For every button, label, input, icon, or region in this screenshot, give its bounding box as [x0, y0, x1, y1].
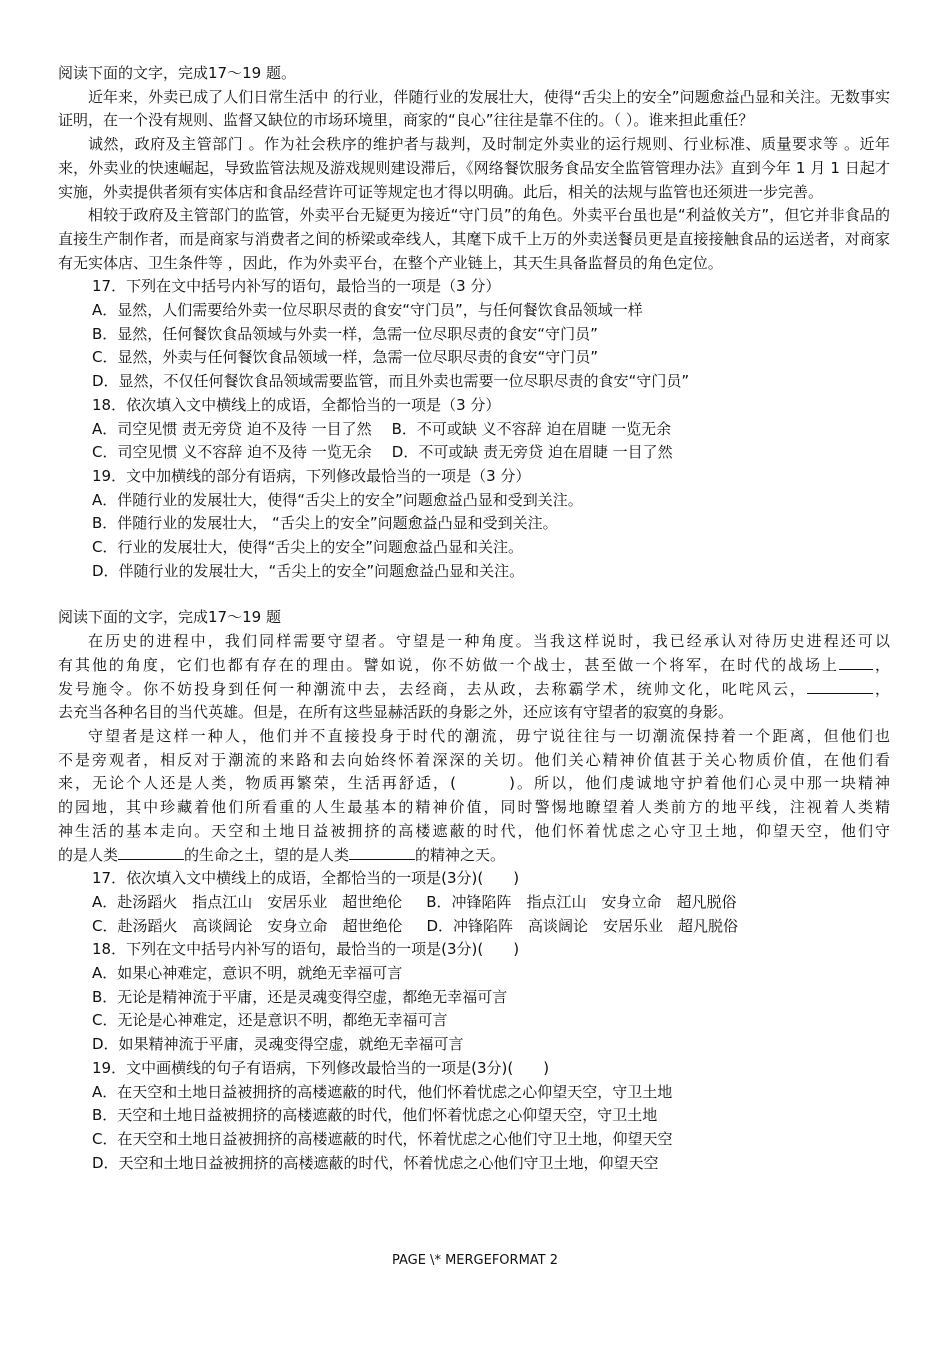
s2-q17-option-b: B．冲锋陷阵 指点江山 安身立命 超凡脱俗	[426, 892, 737, 911]
s2-p1-line-2-punct: ，	[873, 655, 890, 674]
s1-q18-option-a: A．司空见惯 责无旁贷 迫不及待 一目了然	[92, 419, 372, 438]
section1-paragraph-1: 近年来，外卖已成了人们日常生活中 的行业，伴随行业的发展壮大，使得“舌尖上的安全”问题愈益凸显和关注。无数事实证明，在一个没有规则、监督又缺位的市场环境里，商家的“良心”往往是靠不住的。（ ）。谁来担此重任？	[58, 87, 890, 130]
s2-q19-option-c: C．在天空和土地日益被拥挤的高楼遮蔽的时代，怀着忧虑之心他们守卫土地，仰望天空	[92, 1129, 673, 1148]
section1-heading: 阅读下面的文字，完成17～19 题。	[58, 64, 296, 82]
s2-q17-options-row-1	[58, 891, 890, 915]
s2-p2-line-2: 不是旁观者，相反对于潮流的来路和去向始终怀着深深的关切。他们关心精神价值甚于关心物质价值，在他们看	[58, 750, 890, 769]
s2-q18-option-d: D．如果精神流于平庸，灵魂变得空虚，就绝无幸福可言	[92, 1035, 464, 1054]
s1-q17-option-a: A．显然，人们需要给外卖一位尽职尽责的食安“守门员”，与任何餐饮食品领域一样	[92, 301, 643, 320]
s2-p2-line-3: 来，无论个人还是人类，物质再繁荣，生活再舒适，( )。所以，他们虔诚地守护着他们心灵中那一块精神	[58, 774, 890, 793]
s2-p2-line-6-text-c: 的精神之天。	[415, 845, 506, 864]
s1-question-19: 19．文中加横线的部分有语病，下列修改最恰当的一项是（3 分）	[92, 466, 531, 485]
s1-q18-options-row-1	[58, 418, 890, 442]
s2-p1-line-3-punct: ，	[872, 679, 890, 698]
s2-p1-line-2	[58, 654, 890, 678]
fill-blank	[118, 845, 184, 860]
s2-p2-line-4: 的园地，其中珍藏着他们所看重的人生最基本的精神价值，同时警惕地瞭望着人类前方的地平线，注视着人类精	[58, 798, 890, 817]
s2-p2-line-5	[58, 820, 890, 844]
s2-question-17: 17．依次填入文中横线上的成语，全都恰当的一项是(3分)( )	[92, 869, 520, 888]
s2-question-18: 18．下列在文中括号内补写的语句，最恰当的一项是(3分)( )	[92, 940, 520, 959]
s2-q18-option-b: B．无论是精神流于平庸，还是灵魂变得空虚，都绝无幸福可言	[92, 987, 508, 1006]
s2-q19-option-b: B．天空和土地日益被拥挤的高楼遮蔽的时代，他们怀着忧虑之心仰望天空，守卫土地	[92, 1106, 658, 1125]
s1-question-17: 17．下列在文中括号内补写的语句，最恰当的一项是（3 分）	[92, 277, 501, 296]
section1-paragraph-2: 诚然，政府及主管部门 。作为社会秩序的维护者与裁判，及时制定外卖业的运行规则、行业标准、质量要求等 。近年来，外卖业的快速崛起，导致监管法规及游戏规则建设滞后，《网络餐饮服务食品安全监管管理办法》直到今年 1 月 1 日起才实施，外卖提供者须有实体店和食品经营许可证等规定也才得以明确。此后，相关的法规与监管也还须进一步完善。	[58, 135, 890, 201]
s2-p1-line-3-text: 发号施令。你不妨投身到任何一种潮流中去，去经商，去从政，去称霸学术，统帅文化，叱咤风云，	[58, 679, 807, 698]
s1-q19-option-b: B．伴随行业的发展壮大， “舌尖上的安全”问题愈益凸显和受到关注。	[92, 514, 558, 533]
s2-q17-option-d: D．冲锋陷阵 高谈阔论 安居乐业 超凡脱俗	[426, 916, 739, 935]
s2-q19-option-d: D．天空和土地日益被拥挤的高楼遮蔽的时代，怀着忧虑之心他们守卫土地，仰望天空	[92, 1153, 659, 1172]
underlined-sentence: 天空和土地日益被拥挤的高楼遮蔽的时代，他们怀着忧虑之心守卫土地，仰望天空，他们守	[211, 821, 890, 840]
s1-q19-option-c: C．行业的发展壮大，使得“舌尖上的安全”问题愈益凸显和关注。	[92, 538, 524, 557]
section2-heading: 阅读下面的文字，完成17～19 题	[58, 608, 281, 627]
s2-q19-option-a: A．在天空和土地日益被拥挤的高楼遮蔽的时代，他们怀着忧虑之心仰望天空，守卫土地	[92, 1082, 673, 1101]
s2-p1-line-4: 去充当各种名目的当代英雄。但是，在所有这些显赫活跃的身影之外，还应该有守望者的寂寞的身影。	[58, 703, 734, 722]
fill-blank	[839, 655, 873, 670]
s1-q18-options-row-2	[58, 441, 890, 465]
document-page	[58, 62, 890, 1175]
s2-q18-option-a: A．如果心神难定，意识不明，就绝无幸福可言	[92, 964, 403, 983]
s2-p2-line-6-text-a: 的是人类	[58, 845, 119, 864]
s2-p1-line-1: 在历史的进程中，我们同样需要守望者。守望是一种角度。当我这样说时，我已经承认对待历史进程还可以	[88, 632, 890, 651]
s2-q18-option-c: C．无论是心神难定，还是意识不明，都绝无幸福可言	[92, 1011, 448, 1030]
section1-paragraph-3: 相较于政府及主管部门的监管，外卖平台无疑更为接近“守门员”的角色。外卖平台虽也是“利益攸关方”，但它并非食品的直接生产制作者，而是商家与消费者之间的桥梁或牵线人，其麾下成千上万的外卖送餐员更是直接接触食品的运送者，对商家有无实体店、卫生条件等 ，因此，作为外卖平台，在整个产业链上，其天生具备监督员的角色定位。	[58, 206, 890, 272]
s1-q17-option-c: C．显然，外卖与任何餐饮食品领域一样，急需一位尽职尽责的食安“守门员”	[92, 348, 599, 367]
s2-p1-line-3	[58, 678, 890, 702]
s1-q19-option-a: A．伴随行业的发展壮大，使得“舌尖上的安全”问题愈益凸显和受到关注。	[92, 490, 583, 509]
s1-q17-option-b: B．显然，任何餐饮食品领域与外卖一样，急需一位尽职尽责的食安“守门员”	[92, 324, 598, 343]
s2-question-19: 19．文中画横线的句子有语病，下列修改最恰当的一项是(3分)( )	[92, 1058, 550, 1077]
s2-q17-options-row-2	[58, 915, 890, 939]
page-footer: PAGE \* MERGEFORMAT 2	[391, 1253, 559, 1268]
s1-q18-option-b: B．不可或缺 义不容辞 迫在眉睫 一览无余	[391, 419, 672, 438]
s2-p2-line-6-text-b: 的生命之土，望的是人类	[184, 845, 350, 864]
s1-q18-option-d: D．不可或缺 责无旁贷 迫在眉睫 一目了然	[391, 443, 673, 462]
s1-q17-option-d: D．显然，不仅任何餐饮食品领域需要监管，而且外卖也需要一位尽职尽责的食安“守门员”	[92, 372, 690, 391]
fill-blank	[807, 679, 873, 694]
s1-question-18: 18．依次填入文中横线上的成语，全都恰当的一项是（3 分）	[92, 395, 501, 414]
s1-q18-option-c: C．司空见惯 义不容辞 迫不及待 一览无余	[92, 443, 372, 462]
s2-q17-option-c: C．赴汤蹈火 高谈阔论 安身立命 超世绝伦	[92, 916, 403, 935]
s1-q19-option-d: D．伴随行业的发展壮大，“舌尖上的安全”问题愈益凸显和关注。	[92, 561, 525, 580]
s2-p2-line-5-text: 神生活的基本走向。	[58, 821, 212, 840]
s2-p2-line-1: 守望者是这样一种人，他们并不直接投身于时代的潮流，毋宁说往往与一切潮流保持着一个距离，但他们也	[88, 726, 890, 745]
s2-p2-line-6	[58, 844, 890, 868]
fill-blank	[349, 845, 415, 860]
s2-p1-line-2-text: 有其他的角度，它们也都有存在的理由。譬如说，你不妨做一个战士，甚至做一个将军，在时代的战场上	[58, 655, 839, 674]
s2-q17-option-a: A．赴汤蹈火 指点江山 安居乐业 超世绝伦	[92, 892, 403, 911]
